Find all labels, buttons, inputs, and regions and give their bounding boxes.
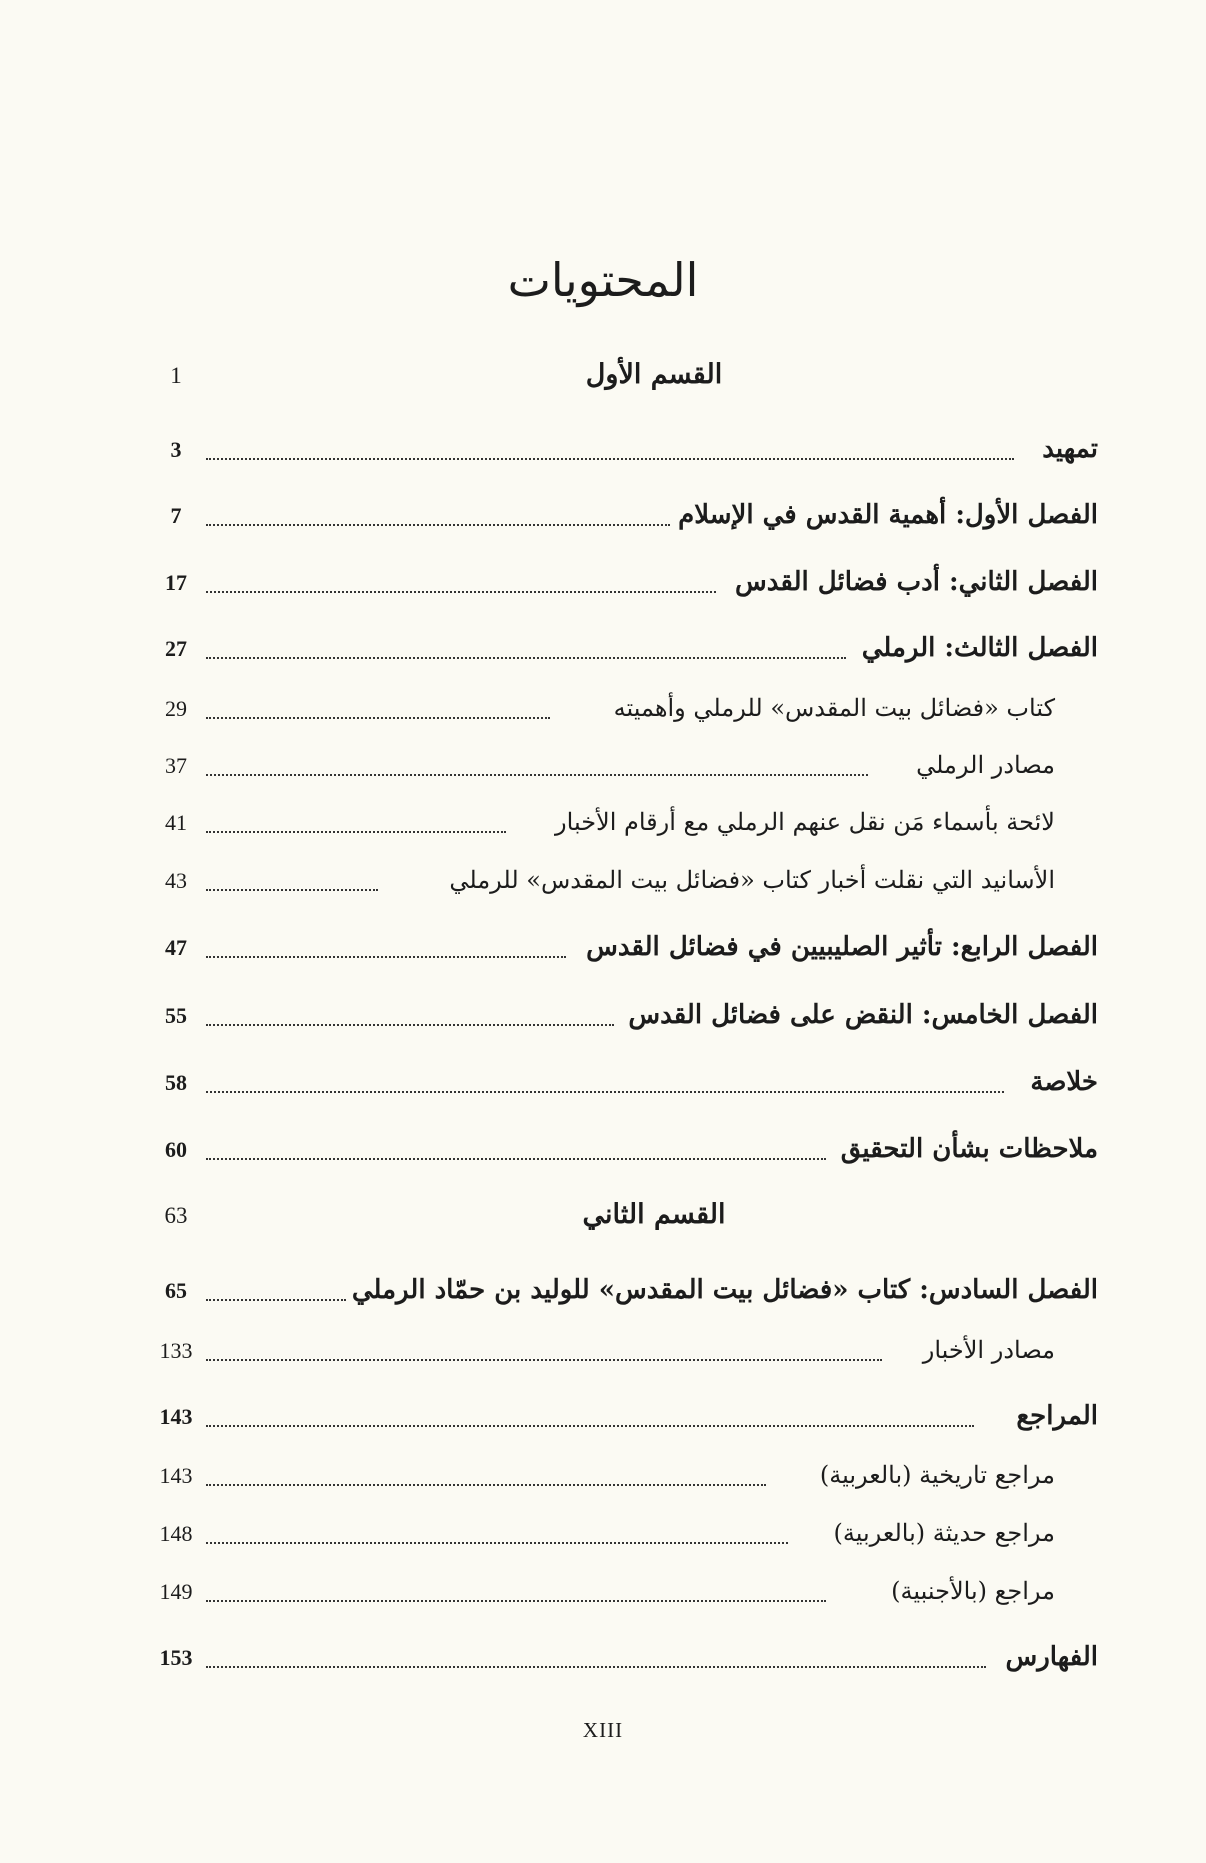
toc-entry	[150, 922, 1098, 968]
entry-label: مراجع (بالأجنبية)	[891, 1577, 1055, 1605]
page-number: 143	[159, 1463, 193, 1488]
page-number: 65	[165, 1278, 187, 1303]
page-number: 41	[165, 810, 187, 835]
page-number: 63	[164, 1203, 188, 1228]
dot-leader	[206, 889, 378, 891]
page-number: 47	[165, 935, 187, 960]
entry-label: مصادر الرملي	[916, 751, 1055, 779]
toc-entry	[150, 623, 1098, 669]
dot-leader	[206, 1091, 1004, 1093]
toc-entry	[150, 1124, 1098, 1170]
toc-entry	[150, 490, 1098, 536]
section-label: القسم الأول	[585, 359, 723, 390]
page-number: 1	[170, 363, 182, 388]
entry-label: ملاحظات بشأن التحقيق	[840, 1134, 1098, 1164]
entry-label: الفصل الرابع: تأثير الصليبيين في فضائل القدس	[586, 932, 1098, 962]
toc-entry	[150, 855, 1098, 901]
page-number: 27	[165, 636, 187, 661]
toc-entry	[150, 424, 1098, 470]
entry-label: الفصل الأول: أهمية القدس في الإسلام	[678, 500, 1098, 530]
dot-leader	[206, 717, 550, 719]
toc-entry	[150, 990, 1098, 1036]
page-number: 60	[165, 1137, 187, 1162]
dot-leader	[206, 657, 846, 659]
entry-label: الفصل الثالث: الرملي	[861, 633, 1098, 663]
page-number: 55	[165, 1003, 187, 1028]
dot-leader	[206, 956, 566, 958]
section-label: القسم الثاني	[582, 1199, 726, 1230]
page-number: 17	[165, 570, 187, 595]
entry-label: مراجع تاريخية (بالعربية)	[819, 1461, 1055, 1489]
page-number: 43	[165, 868, 187, 893]
entry-label: خلاصة	[1030, 1067, 1098, 1097]
entry-label: كتاب «فضائل بيت المقدس» للرملي وأهميته	[613, 694, 1055, 722]
toc-entry	[150, 1325, 1098, 1371]
entry-label: الفصل السادس: كتاب «فضائل بيت المقدس» للوليد بن حمّاد الرملي	[351, 1275, 1098, 1305]
dot-leader	[206, 524, 670, 526]
dot-leader	[206, 591, 716, 593]
toc-entry	[150, 797, 1098, 843]
page-number: 29	[165, 696, 187, 721]
section-heading	[150, 1190, 1098, 1236]
entry-label: لائحة بأسماء مَن نقل عنهم الرملي مع أرقام الأخبار	[555, 808, 1055, 836]
page-number: 133	[159, 1338, 193, 1363]
page-number: 143	[159, 1404, 193, 1429]
toc-entry	[150, 557, 1098, 603]
entry-label: الأسانيد التي نقلت أخبار كتاب «فضائل بيت المقدس» للرملي	[449, 866, 1055, 894]
dot-leader	[206, 1542, 788, 1544]
page-folio: XIII	[582, 1718, 624, 1742]
section-heading	[150, 350, 1098, 396]
page-number: 148	[159, 1521, 193, 1546]
dot-leader	[206, 1425, 974, 1427]
toc-entry	[150, 683, 1098, 729]
toc-entry	[150, 1566, 1098, 1612]
dot-leader	[206, 1359, 882, 1361]
toc-entry	[150, 1391, 1098, 1437]
page-number: 153	[159, 1645, 193, 1670]
entry-label: تمهيد	[1042, 434, 1098, 464]
page-number: 7	[170, 503, 182, 528]
dot-leader	[206, 1484, 766, 1486]
entry-label: الفصل الثاني: أدب فضائل القدس	[735, 567, 1098, 597]
dot-leader	[206, 831, 506, 833]
page-title: المحتويات	[507, 253, 699, 307]
entry-label: الفصل الخامس: النقض على فضائل القدس	[628, 1000, 1098, 1030]
page-number: 149	[159, 1579, 193, 1604]
toc-entry	[150, 1265, 1098, 1311]
entry-label: الفهارس	[1005, 1642, 1098, 1672]
toc-entry	[150, 1508, 1098, 1554]
toc-entry	[150, 1632, 1098, 1678]
entry-label: مراجع حديثة (بالعربية)	[833, 1519, 1055, 1547]
toc-entry	[150, 740, 1098, 786]
dot-leader	[206, 458, 1014, 460]
entry-label: مصادر الأخبار	[922, 1336, 1055, 1364]
dot-leader	[206, 1600, 826, 1602]
page-number: 37	[165, 753, 187, 778]
dot-leader	[206, 1024, 614, 1026]
toc-entry	[150, 1057, 1098, 1103]
dot-leader	[206, 1666, 986, 1668]
dot-leader	[206, 1299, 346, 1301]
toc-entry	[150, 1450, 1098, 1496]
dot-leader	[206, 774, 868, 776]
dot-leader	[206, 1158, 826, 1160]
page-number: 58	[165, 1070, 187, 1095]
page-number: 3	[170, 437, 182, 462]
entry-label: المراجع	[1016, 1401, 1098, 1431]
